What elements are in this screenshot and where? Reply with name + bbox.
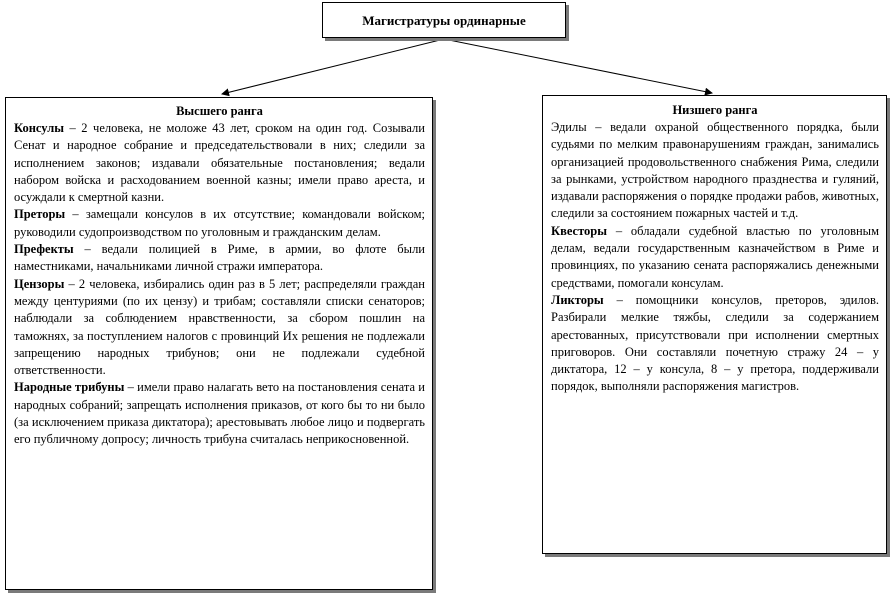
lower-rank-title: Низшего ранга: [672, 103, 758, 117]
entry-text: Эдилы – ведали охраной общественного порядка, были судьями по мелким правонарушениям граждан, занимались организацией продовольственного снабжения Рима, следили за рынками, устройством народного празднества и гуляний, издавали распоряжения о порядке продажи рабов, животных, следили за состоянием пожарных частей и т.д.: [551, 120, 879, 221]
entry-term: Преторы: [14, 207, 66, 222]
entry-text: – ведали полицией в Риме, в армии, во флоте были наместниками, начальниками личной стражи императора.: [14, 242, 425, 274]
entry-text: – помощники консулов, преторов, эдилов. Разбирали мелкие тяжбы, следили за содержанием арестованных, присутствовали при исполнении смертных приговоров. Они составляли почетную стражу 24 – у диктатора, 12 – у консула, 8 – у претора, поддерживали порядок, выполняли распоряжения магистров.: [551, 292, 879, 394]
entry-quaestors: [551, 223, 879, 292]
higher-rank-box: [5, 97, 433, 590]
entry-text: – обладали судебной властью по уголовным делам, ведали государственным казначейством в Риме и провинциях, по указанию сената распоряжались денежными средствами, помогали консулам.: [551, 223, 879, 290]
entry-tribunes: [14, 379, 425, 448]
entry-term: Цензоры: [14, 276, 65, 291]
entry-censors: [14, 276, 425, 380]
entry-prefects: [14, 241, 425, 276]
entry-term: Ликторы: [551, 292, 604, 307]
entry-text: – 2 человека, не моложе 43 лет, сроком на один год. Созывали Сенат и народное собрание и председательствовали в них; следили за исполнением законов; издавали обязательные постановления; ведали набором войска и расходованием военной казны; имели право ареста, и осуждали к смертной казни.: [14, 121, 425, 205]
higher-rank-title: Высшего ранга: [176, 104, 263, 118]
entry-aediles: [551, 119, 879, 223]
entry-lictors: [551, 292, 879, 396]
arrow-to-higher: [222, 39, 444, 94]
entry-consuls: [14, 120, 425, 206]
arrow-to-lower: [444, 39, 712, 93]
entry-text: – имели право налагать вето на постановления сената и народных собраний; запрещать исполнения приказов, от кого бы то ни было (за исключением приказа диктатора); арестовывать любое лицо и подвергать его публичному допросу; личность трибуна считалась неприкосновенной.: [14, 380, 425, 447]
entry-praetors: [14, 206, 425, 241]
entry-term: Народные трибуны: [14, 380, 125, 395]
root-node: [322, 2, 566, 38]
root-title: Магистратуры ординарные: [362, 13, 526, 28]
entry-term: Консулы: [14, 121, 64, 135]
entry-text: – замещали консулов в их отсутствие; командовали войском; руководили судопроизводством по уголовным и гражданским делам.: [14, 207, 425, 239]
lower-rank-box: [542, 95, 887, 554]
entry-text: – 2 человека, избирались один раз в 5 лет; распределяли граждан между центуриями (по их цензу) и трибам; составляли списки сенаторов; наблюдали за соблюдением нравственности, за сбором пошлин на таможнях, за поступлением налогов с провинций Их решения не подлежали запрещению народных трибунов; они не подлежали судебной ответственности.: [14, 276, 425, 378]
entry-term: Префекты: [14, 242, 74, 257]
entry-term: Квесторы: [551, 223, 607, 238]
